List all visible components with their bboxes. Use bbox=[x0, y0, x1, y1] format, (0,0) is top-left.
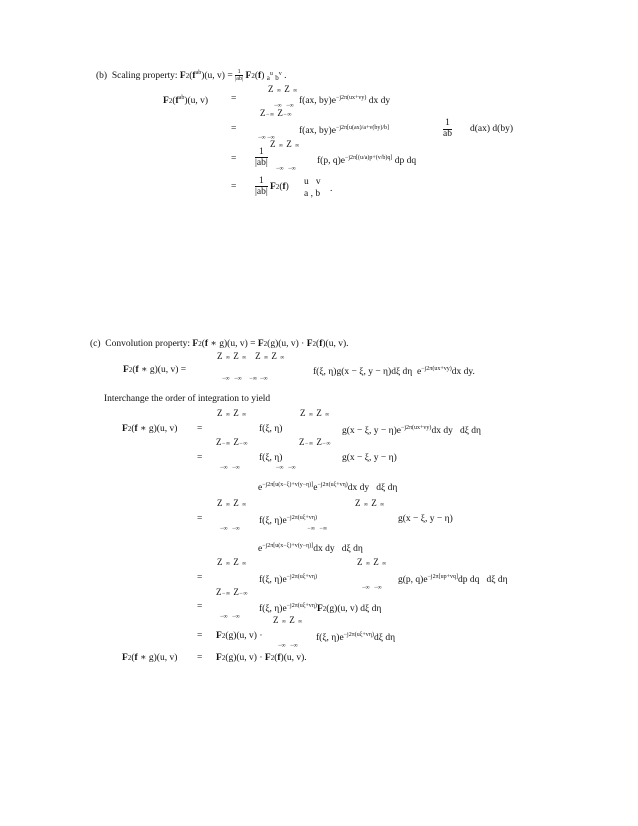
equals-sign: = bbox=[197, 631, 203, 641]
equation-rhs-tail: d(ax) d(by) bbox=[470, 124, 513, 134]
equals-sign: = bbox=[197, 453, 203, 463]
equation-rhs: f(ξ, $\eta)e^{-j2\pi(u\xi+v\eta)}F2(g)(u$, v) dξ dη bbox=[259, 603, 382, 615]
interchange-text: Interchange the order of integration to yield bbox=[104, 394, 271, 404]
integral-sign: Z ∞ Z ∞ bbox=[217, 498, 247, 508]
equals-sign: = bbox=[197, 424, 203, 434]
equation-lhs: $F2(f^{ab})(u$, v) bbox=[163, 95, 209, 107]
section-b-heading: (b) Scaling property: $F2(f^{ab})(u$, v) = $\frac{1}{|ab|}$ F2(f) $_a^u$ $_b^v$ . bbox=[96, 69, 287, 83]
equation-rhs: g(x − ξ, y − η) bbox=[342, 453, 397, 463]
argument-denominators: a , b bbox=[304, 189, 321, 199]
integral-sign: Z−∞ Z−∞ bbox=[260, 108, 293, 118]
integral-limit: −∞ −∞ bbox=[276, 166, 296, 172]
equals-sign: = bbox=[197, 653, 203, 663]
integral-sign: Z−∞ Z−∞ bbox=[216, 437, 249, 447]
fraction-one-over-abs-ab: 1 |ab| bbox=[255, 176, 268, 198]
integral-sign: Z ∞ Z ∞ bbox=[217, 557, 247, 567]
final-result: F2(g)(u, v) · F2(f)(u, v). bbox=[216, 653, 307, 663]
integral-sign: Z ∞ Z ∞ bbox=[273, 615, 303, 625]
integral-sign: Z ∞ Z ∞ bbox=[270, 139, 300, 149]
equals-sign: = bbox=[197, 514, 203, 524]
integral-sign: Z−∞ Z−∞ bbox=[299, 437, 332, 447]
integral-limit: −∞ −∞ bbox=[220, 614, 240, 620]
section-c-heading: (c) Convolution property: F2(f ∗ g)(u, v) = F2(g)(u, v) · F2(f)(u, v). bbox=[90, 339, 349, 349]
equals-sign: = bbox=[231, 94, 237, 104]
integral-limit: −∞ −∞ −∞ −∞ bbox=[222, 376, 268, 382]
f-exp-term: f(ξ, $\eta)e^{-j2\pi(u\xi+v\eta)}$ bbox=[259, 574, 317, 586]
integral-limit: −∞ −∞ −∞ −∞ bbox=[220, 465, 296, 471]
equation-lhs: F2(f ∗ g)(u, v) bbox=[122, 653, 178, 663]
equation-rhs: f(ax, $by)e^{-j2\pi(ux+vy)}$ dx dy bbox=[299, 95, 391, 107]
fraction-one-over-abs-ab: 1 |ab| bbox=[255, 147, 268, 169]
definition-lhs: F2(f ∗ g)(u, v) = bbox=[123, 365, 187, 375]
integral-limit: −∞ −∞ bbox=[278, 643, 298, 649]
integral-sign: Z ∞ Z ∞ Z ∞ Z ∞ bbox=[217, 351, 285, 361]
integral-limit: −∞ −∞ bbox=[258, 135, 275, 141]
equation-rhs: f(p, $q)e^{-j2\pi[(u/a)p+(v/b)q]}$ dp dq bbox=[317, 155, 417, 167]
f-xi-eta: f(ξ, η) bbox=[259, 424, 283, 434]
equals-sign: = bbox=[197, 602, 203, 612]
equation-rhs: F2(f) bbox=[270, 182, 289, 192]
integral-sign: Z ∞ Z ∞ bbox=[217, 408, 247, 418]
integral-sign: Z−∞ Z−∞ bbox=[216, 587, 249, 597]
equation-lhs: F2(f ∗ g)(u, v) bbox=[122, 424, 178, 434]
equals-sign: = bbox=[197, 573, 203, 583]
fraction-one-over-ab: 1 ab bbox=[443, 118, 452, 139]
integral-sign: Z ∞ Z ∞ bbox=[268, 84, 298, 94]
f-exp-term: f(ξ, $\eta)e^{-j2\pi(u\xi+v\eta)}$ bbox=[259, 515, 317, 527]
f-xi-eta: f(ξ, η) bbox=[259, 453, 283, 463]
equation-rhs: g(x − ξ, $y - \eta)e^{-j2\pi(ux+vy)}dx$ dy dξ dη bbox=[342, 425, 482, 437]
integral-sign: Z ∞ Z ∞ bbox=[357, 557, 387, 567]
integral-sign: Z ∞ Z ∞ bbox=[300, 408, 330, 418]
equation-rhs: f(ξ, $\eta)e^{-j2\pi(u\xi+v\eta)}d\xi$ dη bbox=[316, 632, 396, 644]
integral-limit: −∞ −∞ bbox=[362, 585, 382, 591]
integral-sign: Z ∞ Z ∞ bbox=[355, 498, 385, 508]
equation-rhs: f(ax, $by)e^{-j2\pi[u(ax)/a+v(by)/b]}$ bbox=[299, 125, 390, 137]
equals-sign: = bbox=[231, 182, 237, 192]
exponential-factor: $e^{-j2\pi[u(x-\xi)+v(y-\eta)]}dx$ dy dξ dη bbox=[258, 543, 363, 555]
definition-rhs: f(ξ, η)g(x − ξ, y − η)dξ dη $e^{-j2\pi(ux+vy)}dx$ dy. bbox=[313, 366, 475, 378]
equation-rhs: g(p, $q)e^{-j2\pi[up+vq]}dp$ dq dξ dη bbox=[398, 574, 508, 586]
integral-limit: −∞ −∞ −∞ −∞ bbox=[220, 526, 328, 532]
equation-rhs-prefix: F2(g)(u, v) · bbox=[216, 631, 263, 641]
equation-rhs: g(x − ξ, y − η) bbox=[398, 514, 453, 524]
argument-u-over-a: u v bbox=[304, 177, 321, 187]
equals-sign: = bbox=[231, 124, 237, 134]
equals-sign: = bbox=[231, 154, 237, 164]
integral-limit: −∞ −∞ bbox=[274, 103, 294, 109]
exponential-factors: $e^{-j2\pi[u(x-\xi)+v(y-\eta)]}e^{-j2\pi(u\xi+v\eta)}dx$ dy dξ dη bbox=[258, 482, 398, 494]
period: . bbox=[330, 184, 333, 194]
